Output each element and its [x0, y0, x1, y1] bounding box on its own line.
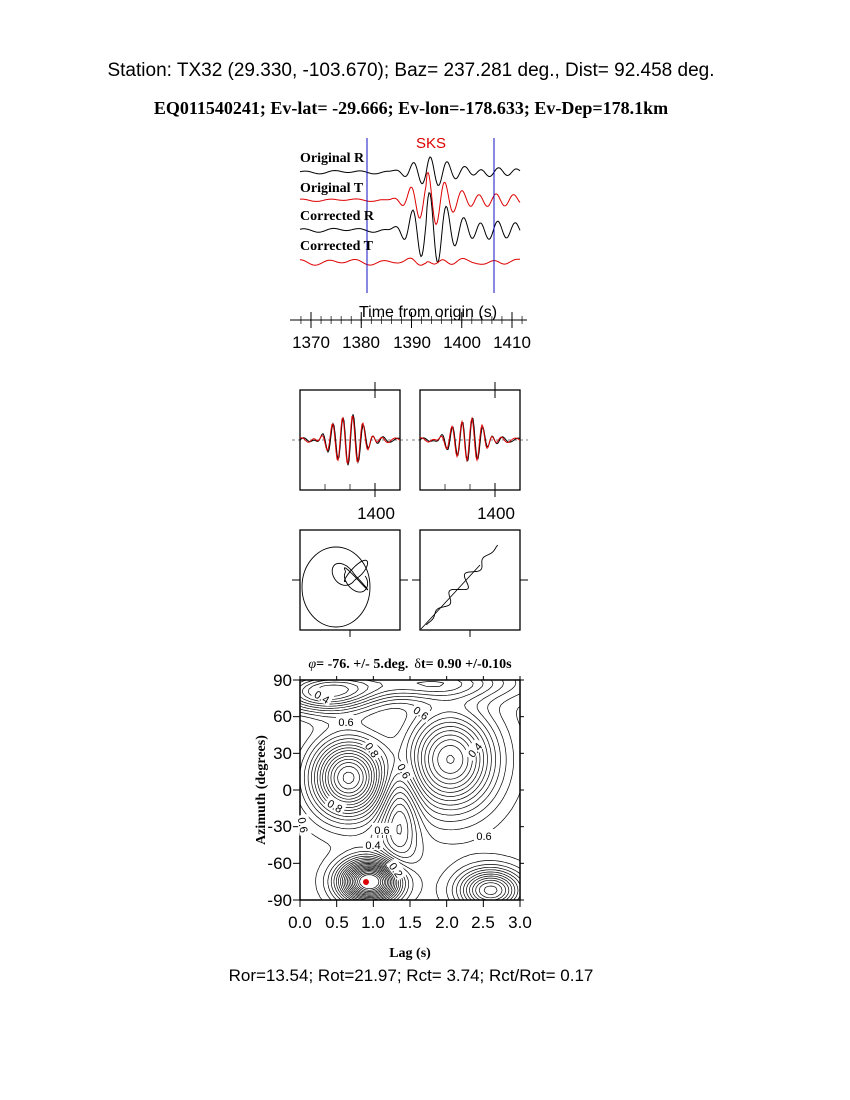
lag-tick-label: 1.5: [398, 913, 422, 932]
pm-loop-outer: [302, 547, 370, 627]
azimuth-tick-label: 30: [273, 744, 292, 763]
contour-title: [308, 657, 512, 672]
contour-label: 0.6: [476, 831, 492, 843]
time-tick-label: 1390: [393, 333, 431, 352]
dt-value: t= 0.90 +/-0.10s: [420, 657, 512, 672]
time-tick-label: 1370: [292, 333, 330, 352]
time-tick-label: 1410: [493, 333, 531, 352]
pm-curve: [292, 547, 408, 637]
dt-symbol: δ: [414, 657, 421, 672]
contour-lines: [300, 680, 520, 900]
overlay-traces: [412, 382, 528, 497]
event-line: EQ011540241; Ev-lat= -29.666; Ev-lon=-178.633; Ev-Dep=178.1km: [153, 98, 669, 118]
waveform-overlay-left: [292, 382, 408, 523]
contour-label: 0.6: [394, 761, 413, 782]
trace-label-original-r: Original R: [300, 151, 365, 166]
pm-loop-inner: [332, 560, 367, 592]
overlay-tick-label: 1400: [477, 504, 515, 523]
contour-label: 0.4: [311, 688, 332, 707]
lag-axis-label: Lag (s): [389, 946, 431, 961]
azimuth-tick-label: -30: [267, 817, 292, 836]
azimuth-tick-label: -90: [267, 891, 292, 910]
lag-tick-label: 3.0: [508, 913, 532, 932]
lag-tick-label: 0.0: [288, 913, 312, 932]
contour-label: 0.6: [338, 717, 354, 729]
azimuth-tick-label: 0: [282, 781, 292, 800]
azimuth-tick-label: 90: [273, 671, 292, 690]
contour-level-line: [391, 811, 408, 847]
azimuth-axis-label: Azimuth (degrees): [254, 735, 269, 845]
contour-label: 0.8: [361, 740, 381, 761]
contour-label: 0.4: [466, 740, 486, 761]
overlay-traces: [292, 382, 408, 497]
time-axis-label: Time from origin (s): [358, 304, 498, 321]
contour-label: 0.6: [374, 825, 390, 837]
lag-tick-label: 0.5: [325, 913, 349, 932]
overlay-tick-label: 1400: [357, 504, 395, 523]
pm-linear-motion: [421, 565, 480, 629]
station-line: Station: TX32 (29.330, -103.670); Baz= 237.281 deg., Dist= 92.458 deg.: [107, 60, 715, 81]
contour-level-line: [397, 825, 401, 835]
lag-tick-label: 1.0: [361, 913, 385, 932]
contour-label: 0.6: [410, 704, 431, 724]
contour-level-line: [360, 875, 379, 889]
contour-label: 0.8: [324, 797, 345, 816]
particle-motion-left: [292, 530, 408, 637]
contour-label: 0.4: [365, 840, 381, 852]
lag-tick-label: 2.0: [435, 913, 459, 932]
sks-phase-label: SKS: [415, 135, 447, 152]
waveform-overlay-right: [412, 382, 528, 523]
contour-label: 0.6: [294, 816, 310, 834]
trace-corrected-t: [300, 258, 520, 265]
time-tick-label: 1400: [443, 333, 481, 352]
ratio-line: Ror=13.54; Rot=21.97; Rct= 3.74; Rct/Rot= 0.17: [228, 966, 594, 985]
contour-label: 0.2: [385, 860, 405, 881]
phi-symbol: φ: [308, 657, 317, 672]
lag-tick-label: 2.5: [471, 913, 495, 932]
pm-frame: [300, 530, 400, 630]
pm-curve: [412, 545, 528, 637]
azimuth-tick-label: -60: [267, 854, 292, 873]
trace-label-corrected-r: Corrected R: [300, 209, 374, 224]
time-tick-label: 1380: [342, 333, 380, 352]
contour-level-line: [358, 873, 381, 890]
seismogram-panel: [290, 135, 531, 352]
trace-label-corrected-t: Corrected T: [300, 239, 373, 254]
phi-value: = -76. +/- 5.deg.: [316, 657, 409, 672]
minimum-marker: [363, 879, 369, 885]
energy-contour-panel: [254, 657, 532, 961]
trace-label-original-t: Original T: [300, 181, 364, 196]
particle-motion-right: [412, 530, 528, 637]
azimuth-tick-label: 60: [273, 707, 292, 726]
